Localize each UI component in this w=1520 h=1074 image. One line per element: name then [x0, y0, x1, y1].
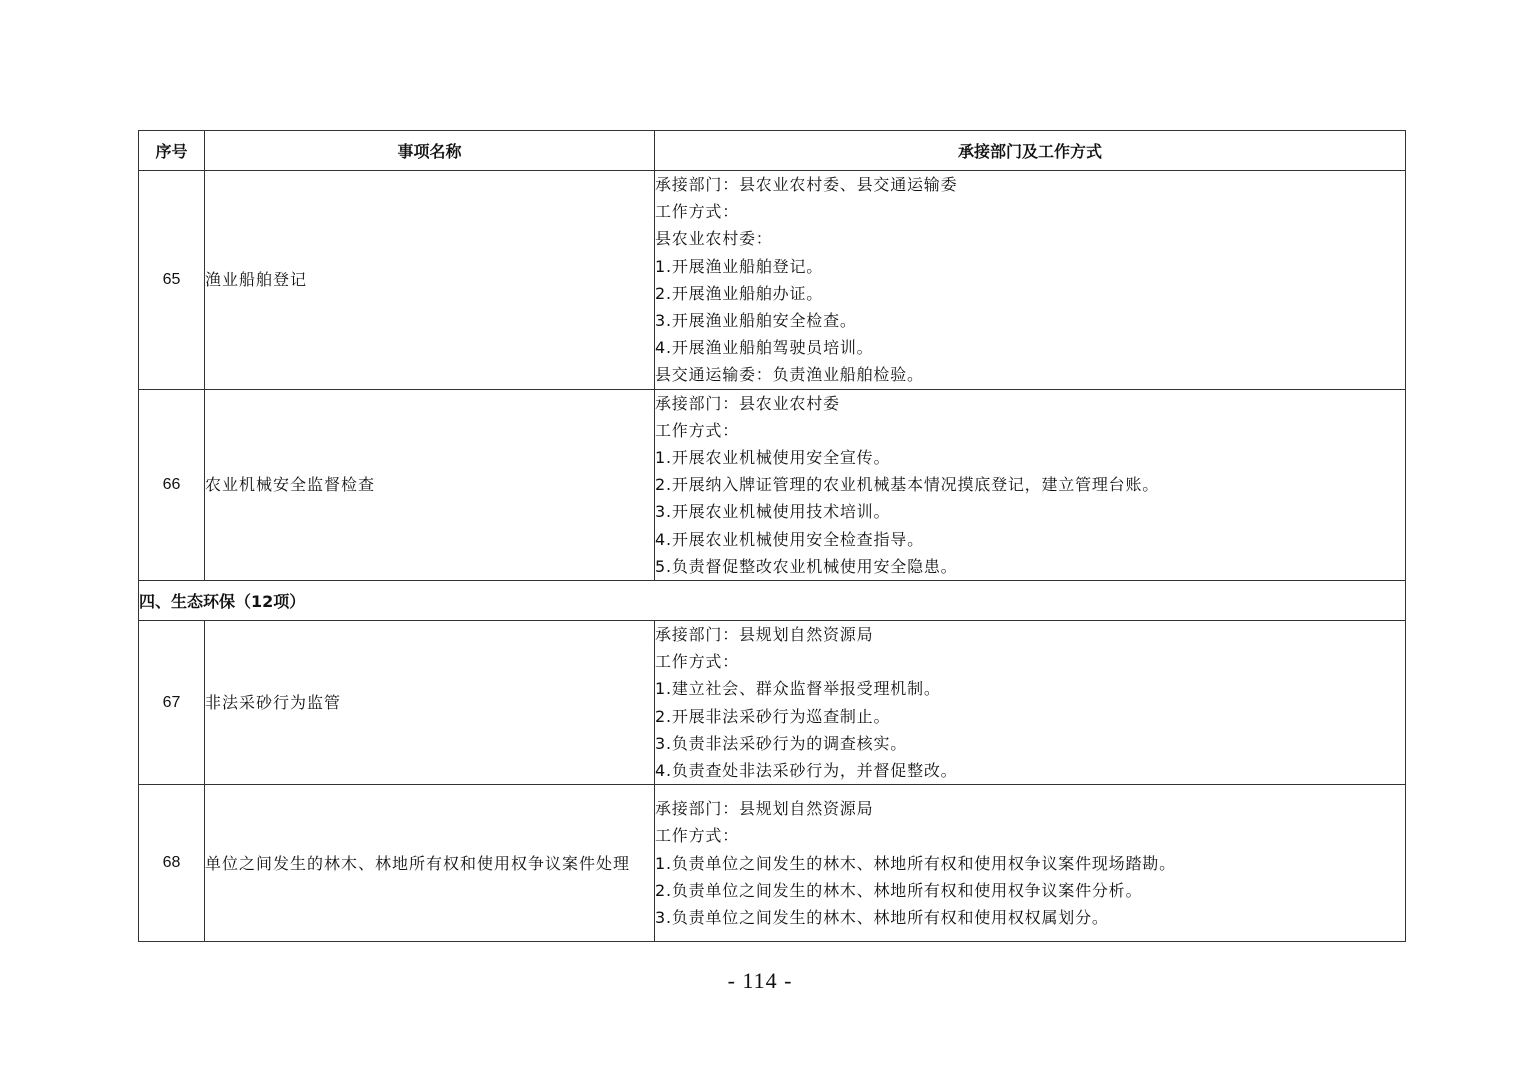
detail-line: 承接部门：县农业农村委、县交通运输委 — [655, 175, 958, 194]
row-item-name: 单位之间发生的林木、林地所有权和使用权争议案件处理 — [205, 785, 655, 942]
page-number: - 114 - — [727, 968, 793, 993]
row-number: 66 — [139, 389, 205, 580]
table-row — [139, 785, 1406, 942]
detail-line: 3.负责非法采砂行为的调查核实。 — [655, 733, 908, 753]
detail-line: 3.开展农业机械使用技术培训。 — [655, 502, 891, 522]
section-row — [139, 581, 1406, 621]
detail-line: 工作方式： — [655, 420, 740, 440]
section-title: 四、生态环保（12项） — [139, 581, 1406, 621]
table-row — [139, 389, 1406, 580]
row-details — [655, 389, 1406, 580]
detail-line: 5.负责督促整改农业机械使用安全隐患。 — [655, 556, 958, 576]
detail-line: 工作方式： — [655, 652, 740, 672]
row-item-name: 渔业船舶登记 — [205, 171, 655, 390]
detail-line: 2.负责单位之间发生的林木、林地所有权和使用权争议案件分析。 — [655, 880, 1143, 900]
header-department-method: 承接部门及工作方式 — [655, 131, 1406, 171]
detail-line: 承接部门：县农业农村委 — [655, 393, 840, 413]
detail-line: 2.开展非法采砂行为巡查制止。 — [655, 706, 891, 726]
header-item-name: 事项名称 — [205, 131, 655, 171]
detail-line: 4.开展农业机械使用安全检查指导。 — [655, 529, 924, 549]
row-item-name: 非法采砂行为监管 — [205, 621, 655, 785]
detail-line: 县农业农村委： — [655, 229, 773, 249]
detail-line: 县交通运输委：负责渔业船舶检验。 — [655, 365, 924, 385]
detail-line: 4.负责查处非法采砂行为，并督促整改。 — [655, 761, 958, 781]
row-number: 65 — [139, 171, 205, 390]
detail-line: 2.开展纳入牌证管理的农业机械基本情况摸底登记，建立管理台账。 — [655, 475, 1160, 495]
row-details — [655, 171, 1406, 390]
detail-line: 1.开展农业机械使用安全宣传。 — [655, 448, 891, 468]
detail-line: 1.建立社会、群众监督举报受理机制。 — [655, 679, 941, 699]
table-row — [139, 171, 1406, 390]
detail-line: 2.开展渔业船舶办证。 — [655, 283, 824, 303]
detail-line: 1.开展渔业船舶登记。 — [655, 256, 824, 276]
row-item-name: 农业机械安全监督检查 — [205, 389, 655, 580]
table-header-row — [139, 131, 1406, 171]
row-details — [655, 621, 1406, 785]
header-number: 序号 — [139, 131, 205, 171]
table-row — [139, 621, 1406, 785]
detail-line: 工作方式： — [655, 202, 740, 222]
detail-line: 1.负责单位之间发生的林木、林地所有权和使用权争议案件现场踏勘。 — [655, 853, 1176, 873]
items-table — [138, 130, 1406, 942]
row-number: 67 — [139, 621, 205, 785]
detail-line: 承接部门：县规划自然资源局 — [655, 625, 874, 645]
row-number: 68 — [139, 785, 205, 942]
detail-line: 承接部门：县规划自然资源局 — [655, 799, 874, 819]
detail-line: 3.开展渔业船舶安全检查。 — [655, 311, 857, 331]
detail-line: 工作方式： — [655, 826, 740, 846]
row-details — [655, 785, 1406, 942]
detail-line: 3.负责单位之间发生的林木、林地所有权和使用权权属划分。 — [655, 908, 1109, 928]
detail-line: 4.开展渔业船舶驾驶员培训。 — [655, 338, 874, 358]
